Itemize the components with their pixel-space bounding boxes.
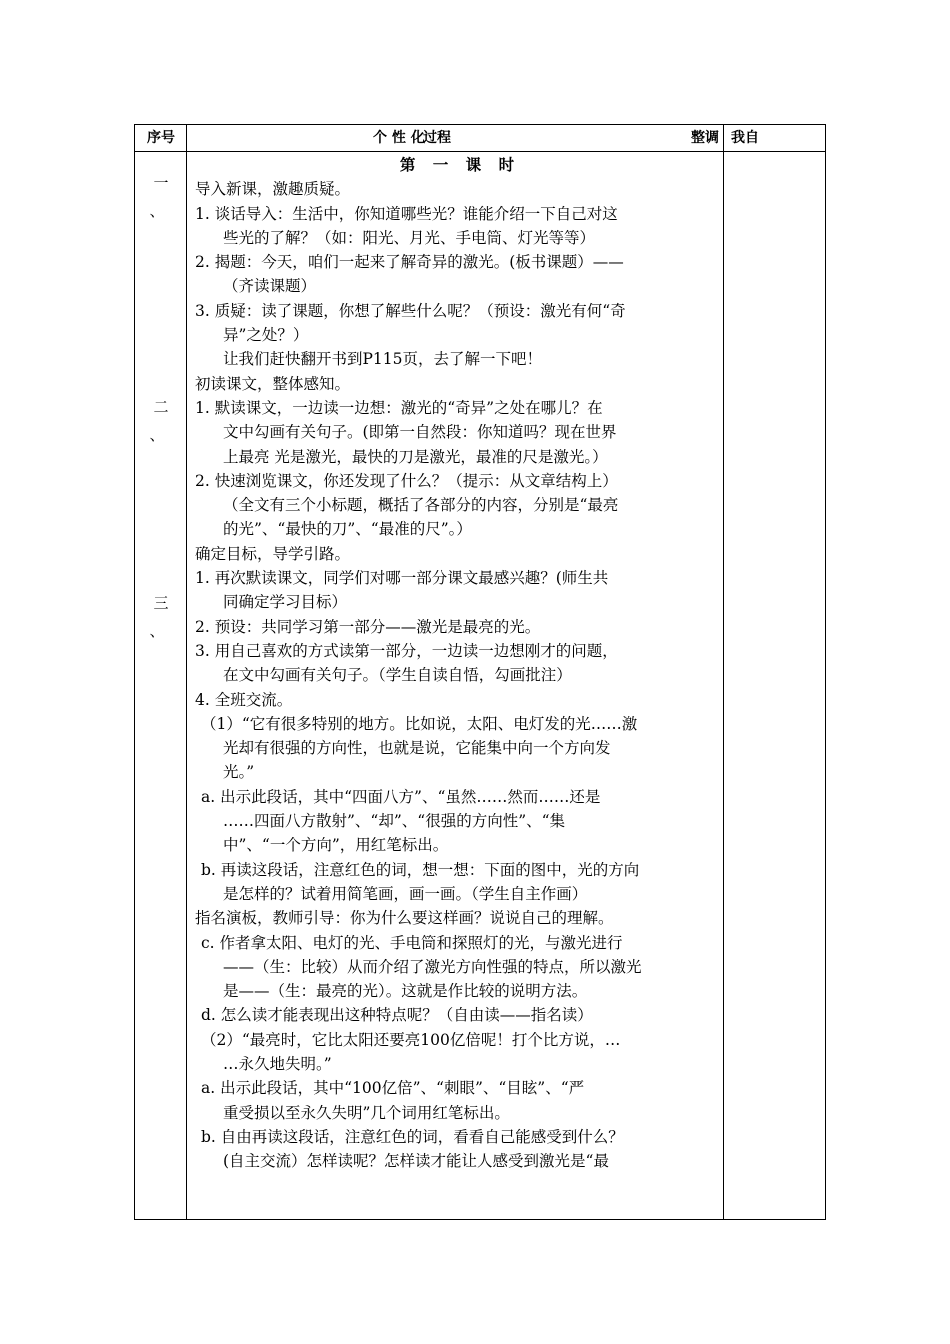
- content-line: （齐读课题）: [223, 277, 317, 296]
- content-line: 中”、“一个方向”，用红笔标出。: [223, 836, 449, 855]
- content-line: 1. 默读课文，一边读一边想：激光的“奇异”之处在哪儿？在: [195, 398, 603, 417]
- content-line: 2. 快速浏览课文，你还发现了什么？（提示：从文章结构上）: [195, 471, 618, 490]
- content-line: d. 怎么读才能表现出这种特点呢？（自由读——指名读）: [201, 1006, 593, 1025]
- content-line: b. 再读这段话，注意红色的词，想一想：下面的图中，光的方向: [201, 860, 640, 879]
- content-line: 指名演板，教师引导：你为什么要这样画？说说自己的理解。: [195, 909, 614, 928]
- content-line: b. 自由再读这段话，注意红色的词，看看自己能感受到什么？: [201, 1127, 624, 1146]
- content-line: a. 出示此段话，其中“四面八方”、“虽然……然而……还是: [201, 787, 601, 806]
- content-line: 2. 揭题：今天，咱们一起来了解奇异的激光。(板书课题）——: [195, 253, 624, 272]
- column-divider-seq: [186, 125, 187, 1219]
- content-line: a. 出示此段话，其中“100亿倍”、“刺眼”、“目眩”、“严: [201, 1079, 585, 1098]
- content-line: 3. 质疑：读了课题，你想了解些什么呢？（预设：激光有何“奇: [195, 301, 626, 320]
- content-line: 是怎样的？试着用简笔画，画一画。（学生自主作画）: [223, 884, 588, 903]
- lesson-title: 第 一 课 时: [399, 156, 521, 174]
- content-line: (自主交流）怎样读呢？怎样读才能让人感受到激光是“最: [223, 1152, 609, 1171]
- content-line: 确定目标，导学引路。: [195, 544, 351, 563]
- header-process-overlap: 过程: [423, 130, 451, 146]
- section-number-1: 一: [153, 174, 169, 192]
- content-line: 同确定学习目标）: [223, 593, 348, 612]
- content-line: 文中勾画有关句子。(即第一自然段：你知道吗？现在世界: [223, 423, 617, 442]
- header-self: 我自: [731, 130, 759, 146]
- header-adjust: 整调: [691, 130, 719, 146]
- content-line: …永久地失明。”: [223, 1054, 332, 1073]
- content-line: 导入新课，激趣质疑。: [195, 180, 351, 199]
- content-line: 4. 全班交流。: [195, 690, 293, 709]
- section-mark-3: 、: [149, 622, 165, 640]
- content-line: （1）“它有很多特别的地方。比如说，太阳、电灯发的光……激: [201, 714, 638, 733]
- section-number-2: 二: [153, 398, 169, 416]
- header-seq: 序号: [147, 130, 175, 146]
- lesson-plan-table: [134, 124, 826, 1220]
- content-line: 是——（生：最亮的光）。这就是作比较的说明方法。: [223, 982, 588, 1001]
- content-line: 光却有很强的方向性，也就是说，它能集中向一个方向发: [223, 739, 611, 758]
- header-divider: [135, 151, 825, 152]
- content-line: 2. 预设：共同学习第一部分——激光是最亮的光。: [195, 617, 541, 636]
- content-line: 些光的了解？（如：阳光、月光、手电筒、灯光等等）: [223, 228, 596, 247]
- header-process: 个 性 化: [373, 130, 425, 146]
- content-line: 1. 再次默读课文，同学们对哪一部分课文最感兴趣？(师生共: [195, 569, 609, 588]
- content-line: ——（生：比较）从而介绍了激光方向性强的特点，所以激光: [223, 957, 642, 976]
- content-line: 重受损以至永久失明”几个词用红笔标出。: [223, 1103, 510, 1122]
- content-line: 光。”: [223, 763, 255, 782]
- content-line: 1. 谈话导入：生活中，你知道哪些光？谁能介绍一下自己对这: [195, 204, 618, 223]
- content-line: 3. 用自己喜欢的方式读第一部分，一边读一边想刚才的问题，: [195, 641, 618, 660]
- content-line: 的光”、“最快的刀”、“最准的尺”。）: [223, 520, 472, 539]
- content-line: 让我们赶快翻开书到P115页，去了解一下吧！: [223, 350, 543, 369]
- content-line: （2）“最亮时，它比太阳还要亮100亿倍呢！打个比方说，…: [201, 1030, 621, 1049]
- content-line: 上最亮 光是激光，最快的刀是激光，最准的尺是激光。）: [223, 447, 608, 466]
- content-line: 初读课文，整体感知。: [195, 374, 351, 393]
- content-line: 异”之处？）: [223, 326, 309, 345]
- lesson-content: [195, 153, 725, 1173]
- content-line: 在文中勾画有关句子。（学生自读自悟，勾画批注）: [223, 666, 572, 685]
- content-line: ……四面八方散射”、“却”、“很强的方向性”、“集: [223, 812, 566, 831]
- section-mark-2: 、: [149, 426, 165, 444]
- content-line: c. 作者拿太阳、电灯的光、手电筒和探照灯的光，与激光进行: [201, 933, 623, 952]
- content-line: （全文有三个小标题，概括了各部分的内容，分别是“最亮: [223, 496, 619, 515]
- section-number-3: 三: [153, 594, 169, 612]
- section-mark-1: 、: [149, 202, 165, 220]
